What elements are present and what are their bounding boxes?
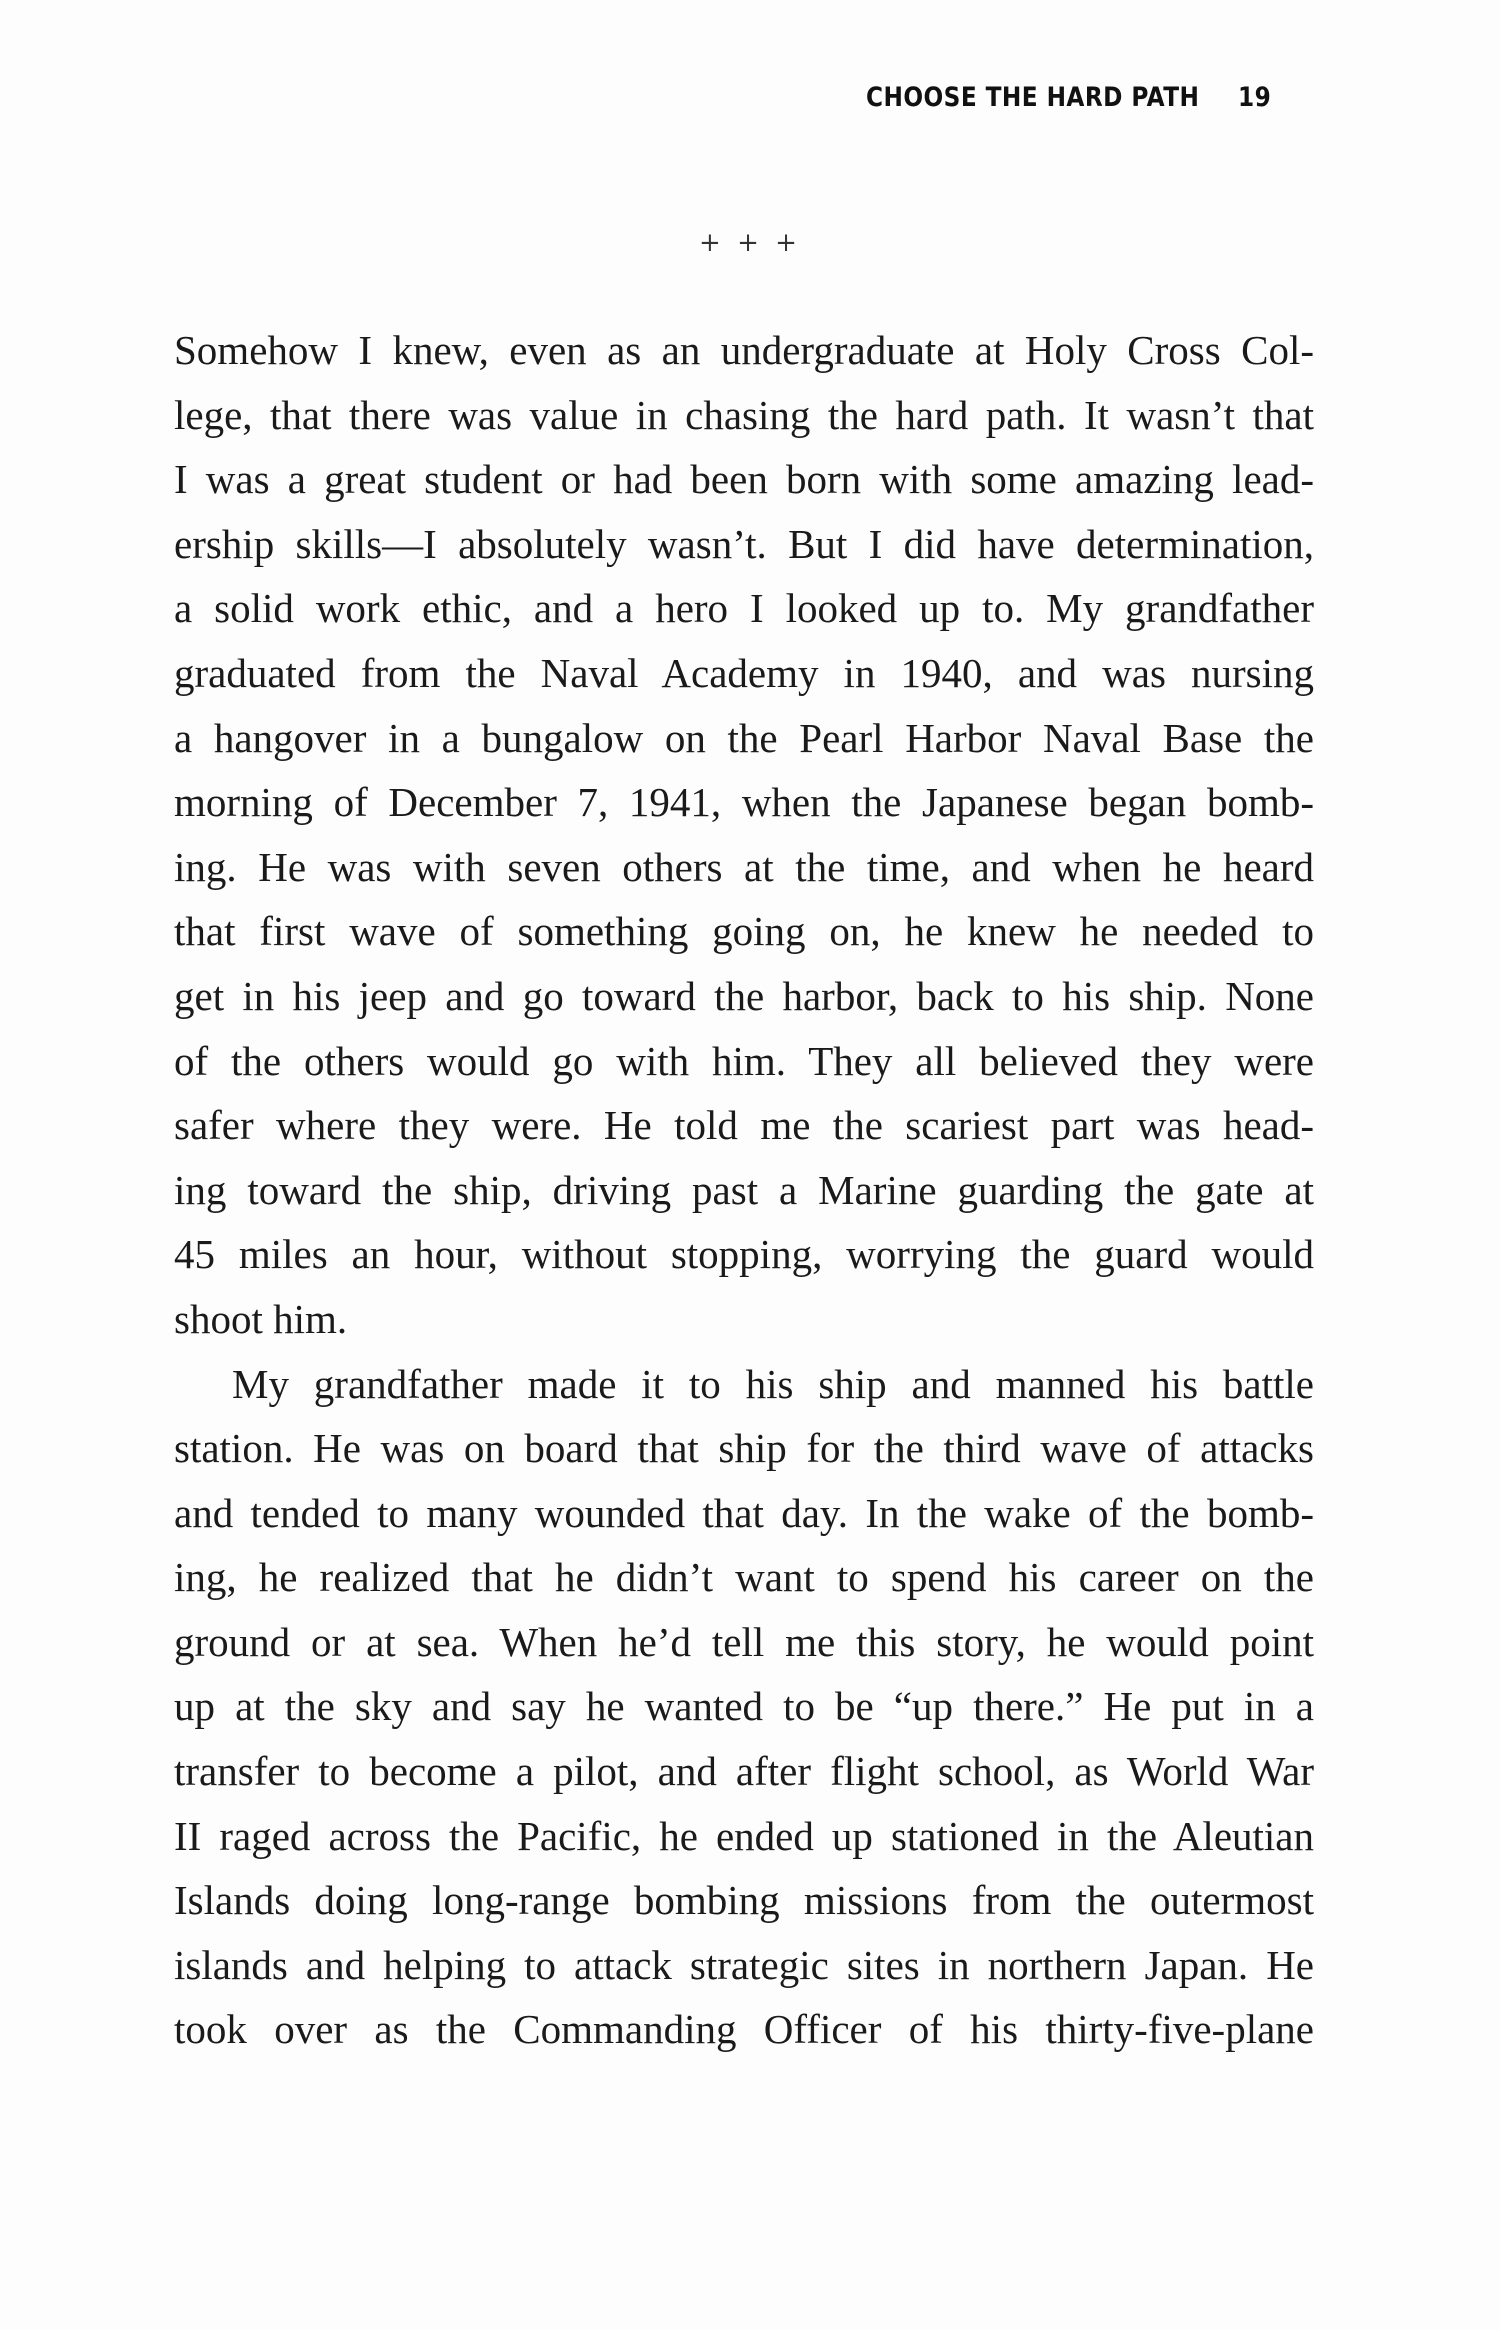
text-line: and tended to many wounded that day. In the wake of the bomb- (174, 1489, 1314, 1536)
text-line: Islands doing long-range bombing missions from the outermost (174, 1877, 1314, 1924)
text-line: II raged across the Pacific, he ended up stationed in the Aleutian (174, 1812, 1314, 1859)
text-line: station. He was on board that ship for the third wave of attacks (174, 1425, 1314, 1472)
text-line: a hangover in a bungalow on the Pearl Harbor Naval Base the (174, 714, 1314, 761)
text-line: ing. He was with seven others at the time, and when he heard (174, 843, 1314, 890)
paragraph-1 (174, 318, 1314, 1352)
page-number: 19 (1238, 82, 1272, 113)
text-line: safer where they were. He told me the scariest part was head- (174, 1102, 1314, 1149)
text-line: ing, he realized that he didn’t want to spend his career on the (174, 1554, 1314, 1601)
text-line: ground or at sea. When he’d tell me this story, he would point (174, 1618, 1314, 1665)
text-line: ership skills—I absolutely wasn’t. But I did have determination, (174, 520, 1314, 567)
text-line: graduated from the Naval Academy in 1940, and was nursing (174, 649, 1314, 696)
text-line: get in his jeep and go toward the harbor, back to his ship. None (174, 972, 1314, 1019)
text-line: ing toward the ship, driving past a Marine guarding the gate at (174, 1166, 1314, 1213)
text-line: of the others would go with him. They all believed they were (174, 1037, 1314, 1084)
text-line: took over as the Commanding Officer of his thirty-five-plane (174, 2006, 1314, 2053)
text-line: lege, that there was value in chasing the hard path. It wasn’t that (174, 391, 1314, 438)
text-line: morning of December 7, 1941, when the Japanese began bomb- (174, 779, 1314, 826)
running-head-title: CHOOSE THE HARD PATH (866, 82, 1200, 113)
text-line: shoot him. (174, 1295, 348, 1342)
running-head (866, 82, 1306, 122)
text-line: transfer to become a pilot, and after flight school, as World War (174, 1748, 1314, 1795)
paragraph-2 (174, 1352, 1314, 2063)
text-line: I was a great student or had been born with some amazing lead- (174, 456, 1314, 503)
body-text (174, 318, 1314, 2062)
text-line: 45 miles an hour, without stopping, worrying the guard would (174, 1231, 1314, 1278)
text-line: up at the sky and say he wanted to be “up there.” He put in a (174, 1683, 1314, 1730)
text-line: Somehow I knew, even as an undergraduate at Holy Cross Col- (174, 327, 1314, 373)
text-line: My grandfather made it to his ship and manned his battle (232, 1360, 1314, 1407)
text-line: that first wave of something going on, he knew he needed to (174, 908, 1314, 955)
section-break-ornament: + + + (699, 228, 801, 258)
text-line: islands and helping to attack strategic sites in northern Japan. He (174, 1941, 1314, 1988)
text-line: a solid work ethic, and a hero I looked up to. My grandfather (174, 585, 1314, 632)
